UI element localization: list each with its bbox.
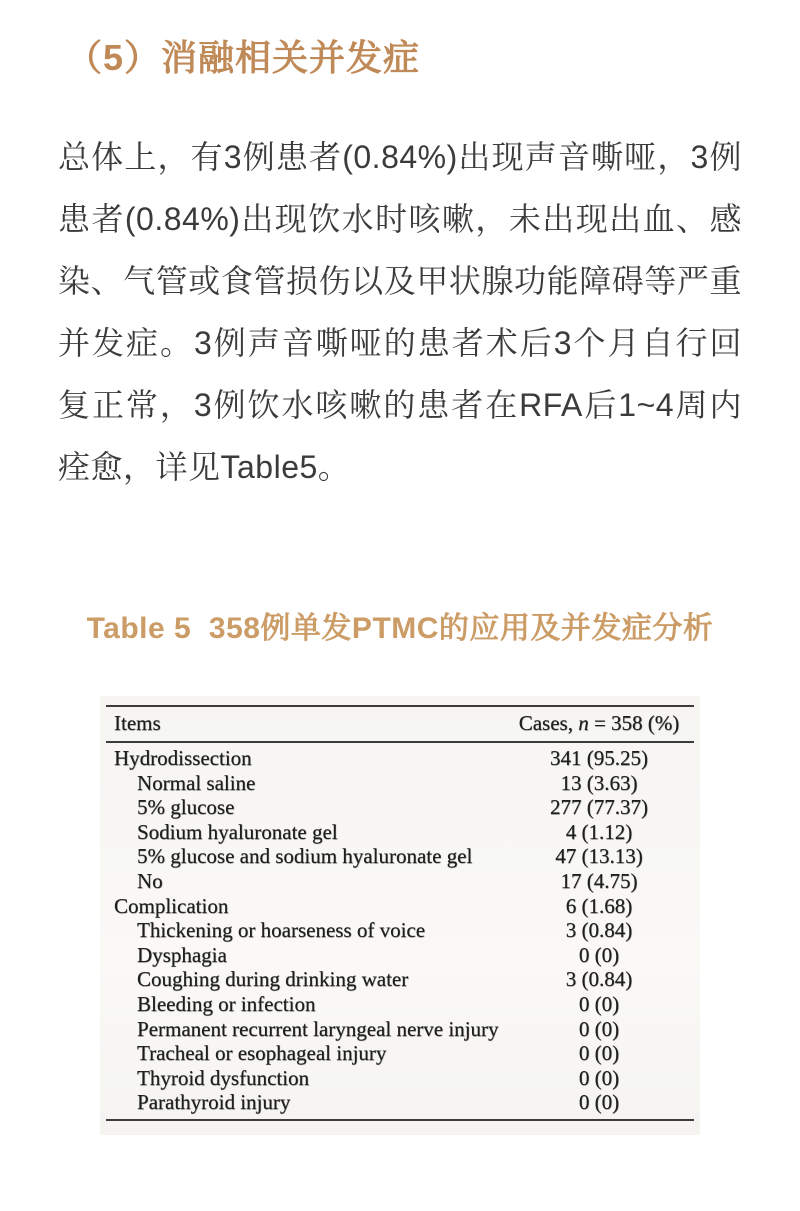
value-cell: 6 (1.68) (565, 893, 633, 918)
article-page (0, 36, 800, 1211)
item-cell: Parathyroid injury (106, 1090, 504, 1120)
table-row (106, 992, 694, 1017)
item-cell: Hydrodissection (114, 746, 252, 770)
table-row (106, 1066, 694, 1091)
table-row (106, 918, 694, 943)
table-row (106, 967, 694, 992)
table-row (106, 869, 694, 894)
value-cell: 0 (0) (578, 1016, 620, 1041)
value-cell: 277 (77.37) (550, 795, 648, 820)
cases-label-n: n (578, 711, 589, 735)
cases-label-prefix: Cases, (518, 711, 579, 735)
value-cell: 341 (95.25) (550, 746, 648, 770)
body-paragraph: 总体上，有3例患者(0.84%)出现声音嘶哑，3例患者(0.84%)出现饮水时咳嗽，未出现出血、感染、气管或食管损伤以及甲状腺功能障碍等严重并发症。3例声音嘶哑的患者术后3个月自行回复正常，3例饮水咳嗽的患者在RFA后1~4周内痊愈，详见Table5。 (58, 139, 742, 485)
item-cell: Permanent recurrent laryngeal nerve injury (137, 1016, 499, 1041)
value-cell: 13 (3.63) (560, 770, 638, 795)
section-heading: （5）消融相关并发症 (66, 37, 421, 78)
value-cell: 0 (0) (504, 1090, 694, 1120)
value-cell: 0 (0) (578, 1065, 620, 1090)
value-cell: 0 (0) (578, 991, 620, 1016)
item-cell: Bleeding or infection (137, 991, 316, 1016)
value-cell: 0 (0) (578, 1041, 620, 1066)
value-cell: 0 (0) (578, 942, 620, 967)
item-cell: No (137, 868, 163, 893)
table-header-row (106, 706, 694, 742)
table-row (106, 820, 694, 845)
item-cell: Thyroid dysfunction (137, 1065, 310, 1090)
table5-figure (100, 696, 700, 1135)
value-cell: 47 (13.13) (555, 844, 643, 869)
table-row (106, 771, 694, 796)
table-row (106, 1041, 694, 1066)
table-row (106, 1090, 694, 1120)
item-cell: 5% glucose (137, 795, 235, 820)
table-body (106, 742, 694, 1120)
item-cell: Coughing during drinking water (137, 967, 409, 992)
item-cell: Dysphagia (137, 942, 227, 967)
item-cell: Sodium hyaluronate gel (137, 819, 338, 844)
table-title: Table 5 358例单发PTMC的应用及并发症分析 (86, 612, 714, 645)
item-cell: Normal saline (137, 770, 256, 795)
value-cell: 3 (0.84) (565, 918, 633, 943)
table-row (106, 894, 694, 919)
item-cell: Tracheal or esophageal injury (137, 1041, 387, 1066)
table-row (106, 844, 694, 869)
table-header-items: Items (106, 706, 504, 742)
table-row (106, 742, 694, 771)
item-cell: Thickening or hoarseness of voice (137, 918, 426, 943)
table-header-cases (504, 706, 694, 742)
table-row (106, 795, 694, 820)
item-cell: Complication (114, 893, 229, 918)
item-cell: 5% glucose and sodium hyaluronate gel (137, 844, 473, 869)
value-cell: 4 (1.12) (565, 819, 633, 844)
table-header (106, 706, 694, 742)
value-cell: 3 (0.84) (565, 967, 633, 992)
value-cell: 17 (4.75) (560, 868, 638, 893)
cases-label-suffix: = 358 (%) (588, 711, 680, 735)
table5 (106, 705, 694, 1121)
table-row (106, 1017, 694, 1042)
table-row (106, 943, 694, 968)
